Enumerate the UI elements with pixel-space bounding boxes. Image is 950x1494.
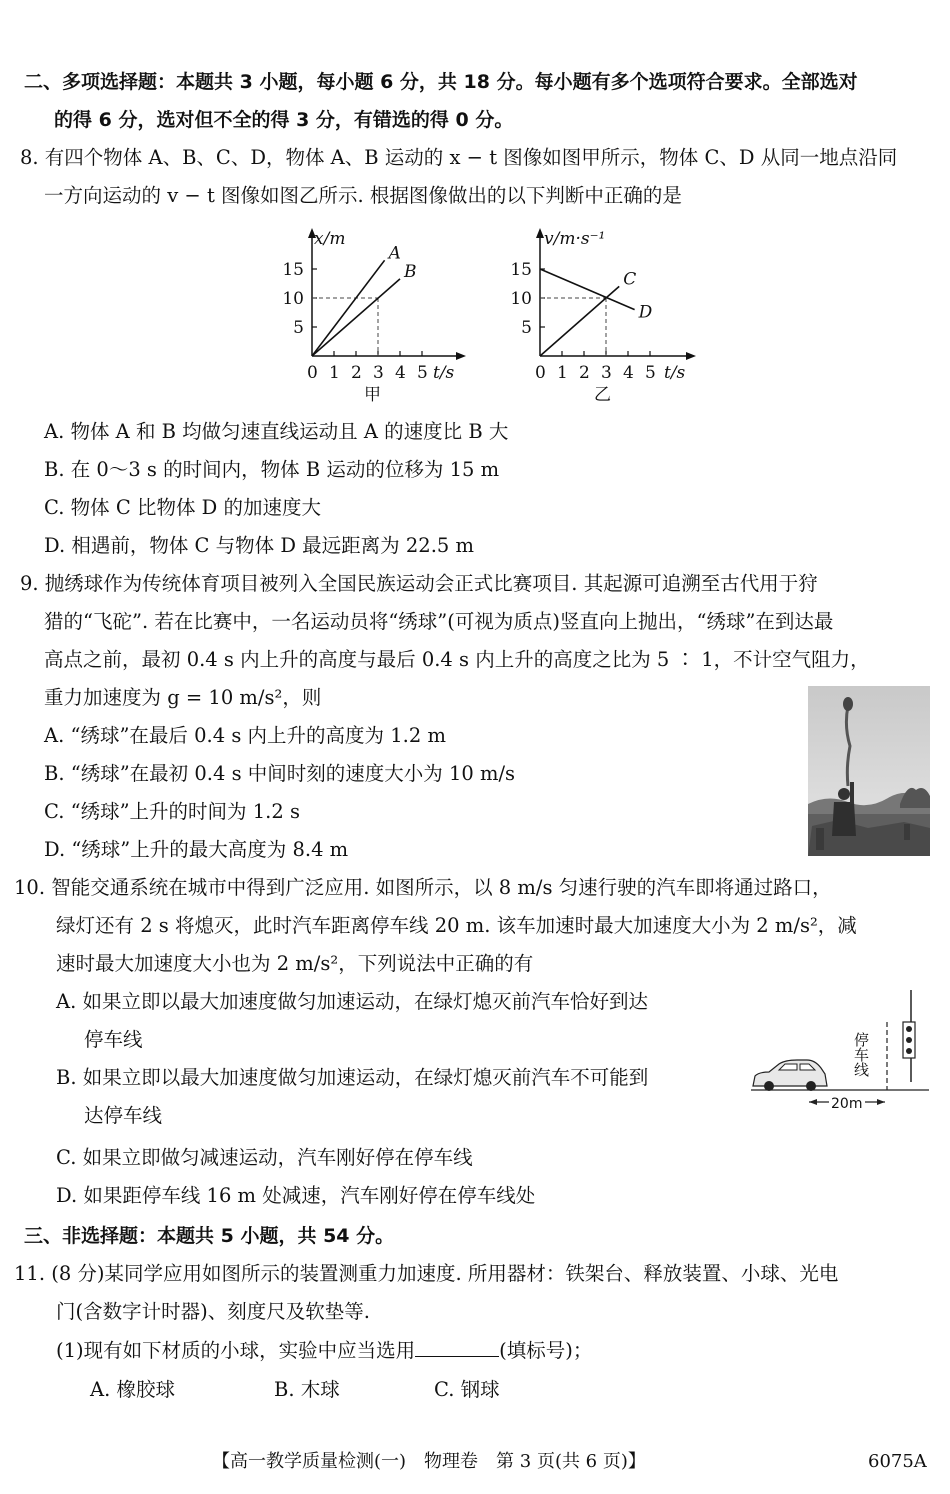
q9-option-d: D. “绣球”上升的最大高度为 8.4 m: [44, 838, 349, 861]
q10-stem-line3: 速时最大加速度大小也为 2 m/s²，下列说法中正确的有: [56, 952, 534, 975]
y-tick-label: 10: [510, 289, 532, 309]
x-tick-label: 5: [417, 363, 428, 383]
q9-stem-line4: 重力加速度为 g = 10 m/s²，则: [44, 686, 322, 709]
chart-jia-xlabel: t/s: [433, 363, 455, 383]
series-label-C: C: [623, 269, 637, 290]
chart-yi-title: 乙: [594, 385, 611, 404]
stop-line-label: 停车线: [852, 1032, 870, 1077]
hydrangea-ball-photo: [808, 686, 930, 856]
series-line-C: [540, 286, 619, 356]
page-footer: 【高一教学质量检测(一) 物理卷 第 3 页(共 6 页)】: [212, 1451, 646, 1472]
chart-yi-xlabel: t/s: [664, 363, 686, 383]
q11-sub1-suffix: (填标号)；: [499, 1339, 593, 1362]
q10-stem-line2: 绿灯还有 2 s 将熄灭，此时汽车距离停车线 20 m. 该车加速时最大加速度大小为 2 m/s²，减: [56, 914, 857, 937]
distance-label: 20m: [831, 1096, 863, 1112]
x-tick-label: 5: [645, 363, 656, 383]
distance-arrow-left: [809, 1099, 817, 1105]
q11-stem-line1: 11. (8 分)某同学应用如图所示的装置测重力加速度. 所用器材：铁架台、释放装置、小球、光电: [14, 1262, 839, 1285]
q10-stem-line1: 10. 智能交通系统在城市中得到广泛应用. 如图所示，以 8 m/s 匀速行驶的汽车即将通过路口，: [14, 876, 832, 899]
q10-option-d: D. 如果距停车线 16 m 处减速，汽车刚好停在停车线处: [56, 1184, 536, 1207]
q9-stem-line3: 高点之前，最初 0.4 s 内上升的高度与最后 0.4 s 内上升的高度之比为 5 ∶ 1，不计空气阻力，: [44, 648, 870, 671]
y-tick-label: 15: [282, 260, 304, 280]
car-icon: [753, 1060, 827, 1091]
x-tick-label: 3: [601, 363, 612, 383]
y-tick-label: 15: [510, 260, 532, 280]
section2-heading-line2: 的得 6 分，选对但不全的得 3 分，有错选的得 0 分。: [54, 109, 514, 131]
chart-yi-y-arrow: [536, 228, 544, 238]
y-tick-label: 5: [293, 318, 304, 338]
x-tick-label: 2: [579, 363, 590, 383]
q11-sub1-prefix: (1)现有如下材质的小球，实验中应当选用: [56, 1339, 416, 1362]
chart-jia-ylabel: x/m: [314, 229, 346, 249]
x-tick-label: 1: [557, 363, 568, 383]
section2-heading-line1: 二、多项选择题：本题共 3 小题，每小题 6 分，共 18 分。每小题有多个选项符合要求。全部选对: [24, 71, 858, 93]
series-line-A: [312, 260, 385, 356]
q11-option-c: C. 钢球: [434, 1378, 500, 1401]
chart-jia-x-arrow: [456, 352, 466, 360]
q8-option-d: D. 相遇前，物体 C 与物体 D 最远距离为 22.5 m: [44, 534, 474, 557]
q8-option-b: B. 在 0～3 s 的时间内，物体 B 运动的位移为 15 m: [44, 458, 500, 481]
chart-v-t-yi: [508, 222, 703, 404]
q8-stem-line2: 一方向运动的 v − t 图像如图乙所示. 根据图像做出的以下判断中正确的是: [44, 184, 682, 207]
q9-stem-line1: 9. 抛绣球作为传统体育项目被列入全国民族运动会正式比赛项目. 其起源可追溯至古代用于狩: [20, 572, 818, 595]
q10-option-c: C. 如果立即做匀减速运动，汽车刚好停在停车线: [56, 1146, 473, 1169]
chart-yi-x-arrow: [686, 352, 696, 360]
page-code: 6075A: [868, 1451, 927, 1472]
q10-option-b-line2: 达停车线: [84, 1104, 163, 1127]
chart-yi-ylabel: v/m·s⁻¹: [544, 229, 606, 249]
q9-option-c: C. “绣球”上升的时间为 1.2 s: [44, 800, 300, 823]
q11-stem-line2: 门(含数字计时器)、刻度尺及软垫等.: [56, 1300, 370, 1323]
x-tick-label: 1: [329, 363, 340, 383]
y-tick-label: 10: [282, 289, 304, 309]
x-tick-label: 0: [307, 363, 318, 383]
series-line-B: [312, 279, 400, 356]
traffic-light-icon: [903, 990, 915, 1082]
series-label-D: D: [638, 302, 653, 323]
x-tick-label: 3: [373, 363, 384, 383]
q11-option-b: B. 木球: [274, 1378, 340, 1401]
distance-arrow-right: [877, 1099, 885, 1105]
q10-option-a-line2: 停车线: [84, 1028, 143, 1051]
q9-stem-line2: 猎的“飞砣”. 若在比赛中，一名运动员将“绣球”(可视为质点)竖直向上抛出，“绣球”在到达最: [44, 610, 834, 633]
q11-sub1: [56, 1338, 592, 1363]
x-tick-label: 4: [623, 363, 634, 383]
x-tick-label: 4: [395, 363, 406, 383]
section3-heading: 三、非选择题：本题共 5 小题，共 54 分。: [24, 1225, 395, 1247]
chart-x-t-jia: [280, 222, 470, 404]
chart-jia-title: 甲: [364, 385, 381, 404]
x-tick-label: 2: [351, 363, 362, 383]
q9-option-a: A. “绣球”在最后 0.4 s 内上升的高度为 1.2 m: [44, 724, 446, 747]
q8-stem-line1: 8. 有四个物体 A、B、C、D，物体 A、B 运动的 x − t 图像如图甲所示，物体 C、D 从同一地点沿同: [20, 146, 898, 169]
y-tick-label: 5: [521, 318, 532, 338]
series-label-B: B: [404, 261, 417, 282]
q10-option-b-line1: B. 如果立即以最大加速度做匀加速运动，在绿灯熄灭前汽车不可能到: [56, 1066, 649, 1089]
q11-answer-blank[interactable]: [415, 1338, 499, 1357]
q9-option-b: B. “绣球”在最初 0.4 s 中间时刻的速度大小为 10 m/s: [44, 762, 516, 785]
q10-option-a-line1: A. 如果立即以最大加速度做匀加速运动，在绿灯熄灭前汽车恰好到达: [56, 990, 648, 1013]
q8-option-c: C. 物体 C 比物体 D 的加速度大: [44, 496, 321, 519]
q8-option-a: A. 物体 A 和 B 均做匀速直线运动且 A 的速度比 B 大: [44, 420, 509, 443]
series-label-A: A: [388, 243, 401, 264]
traffic-figure: [745, 988, 935, 1114]
q11-option-a: A. 橡胶球: [90, 1378, 175, 1401]
series-line-D: [540, 269, 635, 310]
x-tick-label: 0: [535, 363, 546, 383]
